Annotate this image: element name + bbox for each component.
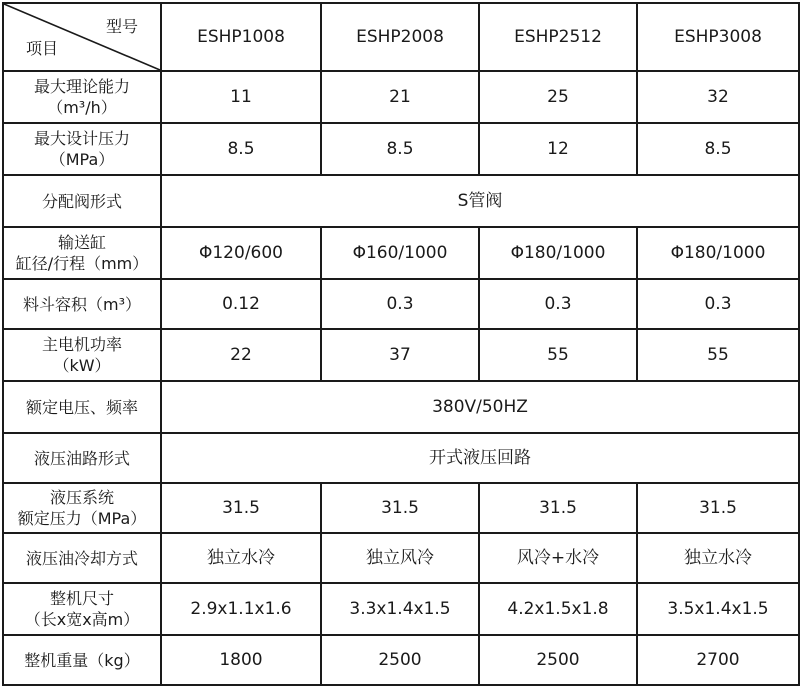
merged-value-cell: S管阀 — [161, 175, 799, 227]
table-row — [3, 635, 799, 685]
value-cell: 2500 — [321, 635, 479, 685]
row-label-line: 分配阀形式 — [41, 191, 122, 211]
spec-table — [2, 2, 800, 686]
value-cell: Φ160/1000 — [321, 227, 479, 279]
table-row — [3, 175, 799, 227]
row-label-cell — [3, 175, 161, 227]
row-label-cell — [3, 227, 161, 279]
value-cell: 0.3 — [637, 279, 799, 329]
row-label-line: 最大理论能力 — [33, 77, 130, 96]
value-cell: 4.2x1.5x1.8 — [479, 583, 637, 635]
value-cell: 3.3x1.4x1.5 — [321, 583, 479, 635]
value-cell: 55 — [479, 329, 637, 381]
value-cell: 11 — [161, 71, 321, 123]
model-header-cell: ESHP2512 — [479, 3, 637, 71]
value-cell: 31.5 — [479, 483, 637, 533]
row-label-line: （长x宽x高m） — [24, 610, 140, 629]
row-label-cell — [3, 583, 161, 635]
value-cell: 独立水冷 — [637, 533, 799, 583]
corner-header-cell — [3, 3, 161, 71]
row-label-line: 额定电压、频率 — [25, 397, 138, 417]
value-cell: Φ180/1000 — [637, 227, 799, 279]
row-label-cell — [3, 483, 161, 533]
value-cell: 8.5 — [637, 123, 799, 175]
value-cell: 55 — [637, 329, 799, 381]
row-label-line: 整机重量（kg） — [24, 650, 140, 670]
value-cell: 31.5 — [637, 483, 799, 533]
row-label-cell — [3, 433, 161, 483]
value-cell: 3.5x1.4x1.5 — [637, 583, 799, 635]
value-cell: 21 — [321, 71, 479, 123]
table-row — [3, 433, 799, 483]
row-label-cell — [3, 329, 161, 381]
value-cell: 12 — [479, 123, 637, 175]
value-cell: 2700 — [637, 635, 799, 685]
row-label-line: 液压系统 — [49, 488, 114, 507]
model-header-cell: ESHP1008 — [161, 3, 321, 71]
row-label-cell — [3, 71, 161, 123]
row-label-line: 料斗容积（m³） — [22, 294, 141, 314]
table-row — [3, 227, 799, 279]
value-cell: 2.9x1.1x1.6 — [161, 583, 321, 635]
row-label-cell — [3, 381, 161, 433]
value-cell: 2500 — [479, 635, 637, 685]
value-cell: 8.5 — [161, 123, 321, 175]
row-label-line: 整机尺寸 — [49, 589, 114, 608]
row-label-line: （m³/h） — [47, 98, 117, 117]
merged-value-cell: 380V/50HZ — [161, 381, 799, 433]
table-row — [3, 381, 799, 433]
row-label-cell — [3, 123, 161, 175]
table-row — [3, 279, 799, 329]
table-row — [3, 123, 799, 175]
row-label-line: （kW） — [53, 356, 111, 375]
value-cell: 31.5 — [161, 483, 321, 533]
value-cell: 0.12 — [161, 279, 321, 329]
row-label-cell — [3, 533, 161, 583]
table-row — [3, 483, 799, 533]
table-row — [3, 329, 799, 381]
table-row — [3, 533, 799, 583]
header-row — [3, 3, 799, 71]
value-cell: Φ120/600 — [161, 227, 321, 279]
value-cell: 32 — [637, 71, 799, 123]
value-cell: 独立水冷 — [161, 533, 321, 583]
row-label-line: 主电机功率 — [41, 335, 122, 354]
value-cell: Φ180/1000 — [479, 227, 637, 279]
value-cell: 25 — [479, 71, 637, 123]
value-cell: 0.3 — [479, 279, 637, 329]
corner-item-label: 项目 — [26, 39, 59, 58]
model-header-cell: ESHP2008 — [321, 3, 479, 71]
row-label-cell — [3, 279, 161, 329]
value-cell: 8.5 — [321, 123, 479, 175]
value-cell: 风冷+水冷 — [479, 533, 637, 583]
row-label-line: 输送缸 — [57, 233, 106, 252]
row-label-line: 最大设计压力 — [33, 129, 130, 148]
row-label-line: （MPa） — [49, 150, 115, 169]
table-row — [3, 583, 799, 635]
merged-value-cell: 开式液压回路 — [161, 433, 799, 483]
row-label-line: 液压油路形式 — [33, 448, 130, 468]
value-cell: 31.5 — [321, 483, 479, 533]
row-label-line: 液压油冷却方式 — [25, 548, 138, 568]
corner-model-label: 型号 — [105, 17, 138, 36]
value-cell: 37 — [321, 329, 479, 381]
row-label-line: 额定压力（MPa） — [17, 509, 147, 528]
value-cell: 22 — [161, 329, 321, 381]
table-row — [3, 71, 799, 123]
value-cell: 1800 — [161, 635, 321, 685]
row-label-cell — [3, 635, 161, 685]
model-header-cell: ESHP3008 — [637, 3, 799, 71]
row-label-line: 缸径/行程（mm） — [15, 254, 149, 273]
value-cell: 0.3 — [321, 279, 479, 329]
value-cell: 独立风冷 — [321, 533, 479, 583]
